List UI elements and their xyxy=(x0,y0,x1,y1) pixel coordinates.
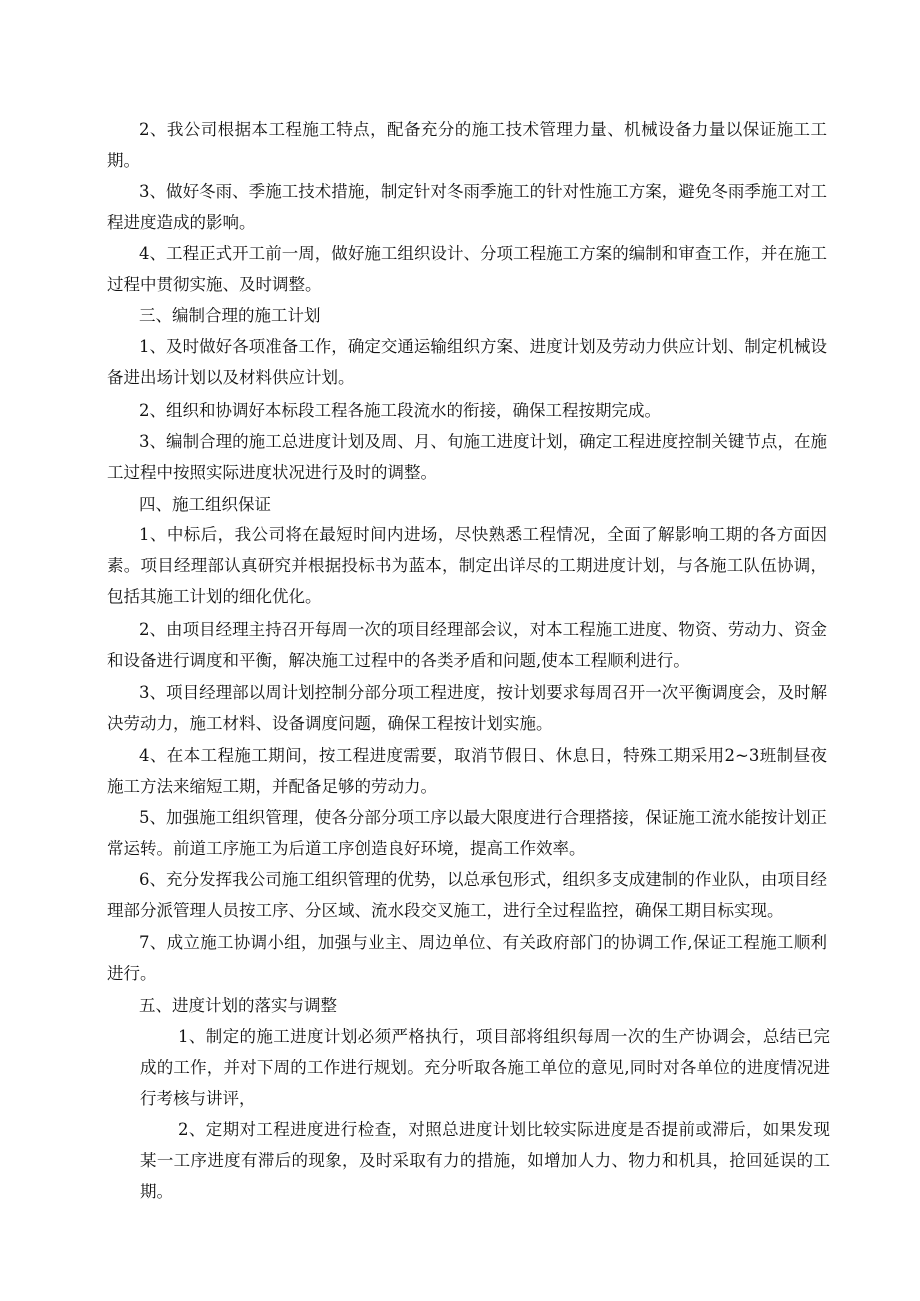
paragraph-4-pre-construction: 4、工程正式开工前一周，做好施工组织设计、分项工程施工方案的编制和审查工作，并在施工过程中贯彻实施、及时调整。 xyxy=(107,244,827,294)
paragraph-2-staffing: 2、我公司根据本工程施工特点，配备充分的施工技术管理力量、机械设备力量以保证施工工期。 xyxy=(107,120,827,170)
paragraph-1-bid-award: 1、中标后，我公司将在最短时间内进场，尽快熟悉工程情况，全面了解影响工期的各方面因素。项目经理部认真研究并根据投标书为蓝本，制定出详尽的工期进度计划，与各施工队伍协调，包括其施工计划的细化优化。 xyxy=(107,525,827,606)
paragraph-1-execution: 1、制定的施工进度计划必须严格执行，项目部将组织每周一次的生产协调会，总结已完成的工作，并对下周的工作进行规划。充分听取各施工单位的意见,同时对各单位的进度情况进行考核与讲评， xyxy=(140,1027,830,1108)
paragraph-2-weekly-meeting: 2、由项目经理主持召开每周一次的项目经理部会议，对本工程施工进度、物资、劳动力、资金和设备进行调度和平衡，解决施工过程中的各类矛盾和问题,使本工程顺利进行。 xyxy=(107,620,827,670)
paragraph-3-master-schedule: 3、编制合理的施工总进度计划及周、月、旬施工进度计划，确定工程进度控制关键节点，在施工过程中按照实际进度状况进行及时的调整。 xyxy=(107,432,827,482)
paragraph-3-weekly-plan: 3、项目经理部以周计划控制分部分项工程进度，按计划要求每周召开一次平衡调度会，及时解决劳动力，施工材料、设备调度问题，确保工程按计划实施。 xyxy=(107,683,827,733)
paragraph-2-inspection: 2、定期对工程进度进行检查，对照总进度计划比较实际进度是否提前或滞后，如果发现某一工序进度有滞后的现象，及时采取有力的措施，如增加人力、物力和机具，抢回延误的工期。 xyxy=(140,1120,830,1201)
paragraph-3-winter-rain: 3、做好冬雨、季施工技术措施，制定针对冬雨季施工的针对性施工方案，避免冬雨季施工对工程进度造成的影响。 xyxy=(107,182,827,232)
paragraph-7-coordination-group: 7、成立施工协调小组，加强与业主、周边单位、有关政府部门的协调工作,保证工程施工顺利进行。 xyxy=(107,933,827,983)
paragraph-1-preparation: 1、及时做好各项准备工作，确定交通运输组织方案、进度计划及劳动力供应计划、制定机械设备进出场计划以及材料供应计划。 xyxy=(107,337,827,387)
paragraph-5-organization: 5、加强施工组织管理，使各分部分项工序以最大限度进行合理搭接，保证施工流水能按计划正常运转。前道工序施工为后道工序创造良好环境，提高工作效率。 xyxy=(107,808,827,858)
paragraph-6-general-contract: 6、充分发挥我公司施工组织管理的优势，以总承包形式，组织多支成建制的作业队，由项目经理部分派管理人员按工序、分区域、流水段交叉施工，进行全过程监控，确保工期目标实现。 xyxy=(107,870,827,920)
paragraph-2-coordination: 2、组织和协调好本标段工程各施工段流水的衔接，确保工程按期完成。 xyxy=(139,401,661,420)
section-heading-5: 五、进度计划的落实与调整 xyxy=(139,996,337,1015)
section-heading-4: 四、施工组织保证 xyxy=(139,495,271,514)
section-heading-3: 三、编制合理的施工计划 xyxy=(139,306,321,325)
paragraph-4-holidays: 4、在本工程施工期间，按工程进度需要，取消节假日、休息日，特殊工期采用2~3班制昼夜施工方法来缩短工期，并配备足够的劳动力。 xyxy=(107,746,827,796)
